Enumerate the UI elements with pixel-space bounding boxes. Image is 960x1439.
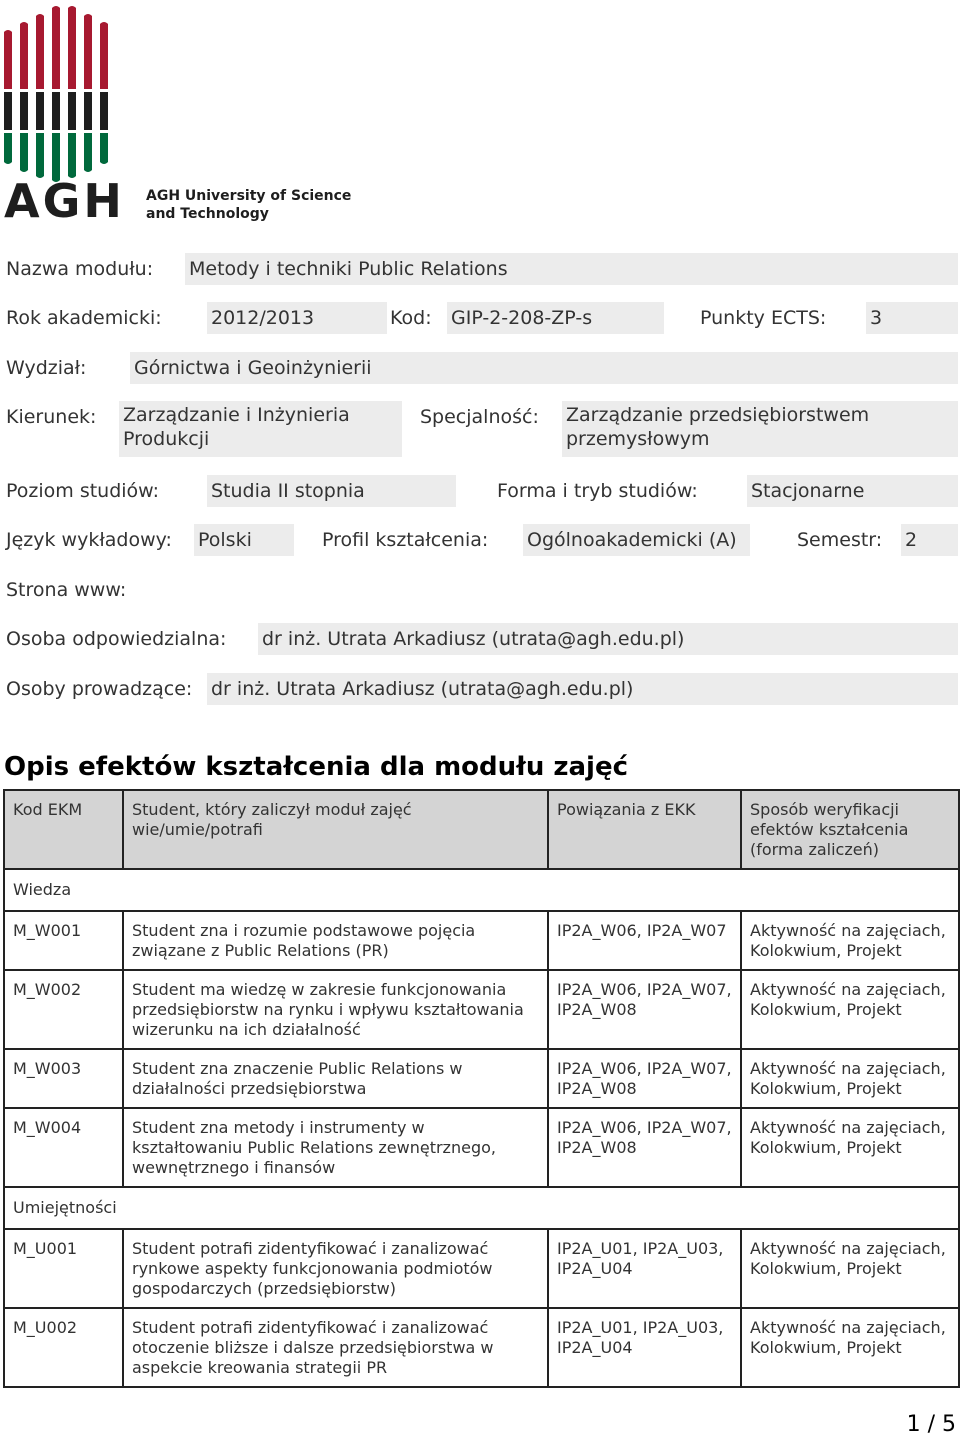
ekk-table — [3, 789, 960, 1388]
forma-label: Forma i tryb studiów: — [497, 480, 698, 502]
cell-desc: Student zna metody i instrumenty w kształtowaniu Public Relations zewnętrznego, wewnętrznego i finansów — [123, 1108, 548, 1187]
specjalnosc-label: Specjalność: — [420, 406, 539, 428]
cell-verify: Aktywność na zajęciach, Kolokwium, Projekt — [741, 1308, 959, 1387]
cell-verify: Aktywność na zajęciach, Kolokwium, Projekt — [741, 1049, 959, 1108]
cell-verify: Aktywność na zajęciach, Kolokwium, Projekt — [741, 1108, 959, 1187]
table-row — [4, 970, 959, 1049]
kierunek-label: Kierunek: — [6, 406, 97, 428]
row-nazwa — [0, 253, 960, 285]
header-ekk: Powiązania z EKK — [548, 790, 741, 869]
cell-desc: Student ma wiedzę w zakresie funkcjonowania przedsiębiorstw na rynku i wpływu kształtowania wizerunku na ich działalność — [123, 970, 548, 1049]
cell-desc: Student potrafi zidentyfikować i zanalizować otoczenie bliższe i dalsze przedsiębiorstwa w aspekcie kreowania strategii PR — [123, 1308, 548, 1387]
cell-ekk: IP2A_U01, IP2A_U03, IP2A_U04 — [548, 1308, 741, 1387]
page-number: 1 / 5 — [906, 1412, 956, 1437]
row-www — [0, 574, 960, 606]
kod-value: GIP-2-208-ZP-s — [447, 302, 664, 334]
row-jezyk — [0, 524, 960, 556]
cell-desc: Student potrafi zidentyfikować i zanalizować rynkowe aspekty funkcjonowania podmiotów gospodarczych (przedsiębiorstw) — [123, 1229, 548, 1308]
kod-label: Kod: — [390, 307, 432, 329]
wydzial-label: Wydział: — [6, 357, 87, 379]
semestr-value: 2 — [901, 524, 958, 556]
odpowiedzialna-label: Osoba odpowiedzialna: — [6, 628, 227, 650]
nazwa-value: Metody i techniki Public Relations — [185, 253, 958, 285]
logo-red-bars — [4, 6, 108, 89]
rok-value: 2012/2013 — [207, 302, 387, 334]
header-kod: Kod EKM — [4, 790, 123, 869]
nazwa-label: Nazwa modułu: — [6, 258, 154, 280]
specjalnosc-value: Zarządzanie przedsiębiorstwem przemysłowym — [562, 401, 958, 457]
table-row — [4, 1229, 959, 1308]
row-prowadzace — [0, 673, 960, 705]
cell-ekk: IP2A_W06, IP2A_W07, IP2A_W08 — [548, 1049, 741, 1108]
jezyk-value: Polski — [194, 524, 294, 556]
poziom-value: Studia II stopnia — [207, 475, 456, 507]
cell-code: M_W003 — [4, 1049, 123, 1108]
cell-ekk: IP2A_W06, IP2A_W07 — [548, 911, 741, 970]
ects-label: Punkty ECTS: — [700, 307, 827, 329]
cell-code: M_W002 — [4, 970, 123, 1049]
table-row — [4, 1108, 959, 1187]
section-title: Opis efektów kształcenia dla modułu zajęć — [4, 752, 629, 782]
table-row — [4, 1308, 959, 1387]
cell-code: M_U002 — [4, 1308, 123, 1387]
cell-code: M_W001 — [4, 911, 123, 970]
kierunek-value: Zarządzanie i Inżynieria Produkcji — [119, 401, 402, 457]
table-row — [4, 911, 959, 970]
profil-value: Ogólnoakademicki (A) — [523, 524, 750, 556]
prowadzace-value: dr inż. Utrata Arkadiusz (utrata@agh.edu.pl) — [207, 673, 958, 705]
logo-line1-text: AGH University of Science — [146, 188, 352, 204]
cell-desc: Student zna znaczenie Public Relations w działalności przedsiębiorstwa — [123, 1049, 548, 1108]
ects-value: 3 — [866, 302, 958, 334]
header-weryfikacja: Sposób weryfikacji efektów kształcenia (forma zaliczeń) — [741, 790, 959, 869]
cell-code: M_W004 — [4, 1108, 123, 1187]
section-label: Umiejętności — [4, 1187, 959, 1229]
wydzial-value: Górnictwa i Geoinżynierii — [130, 352, 958, 384]
row-poziom — [0, 475, 960, 507]
poziom-label: Poziom studiów: — [6, 480, 160, 502]
jezyk-label: Język wykładowy: — [6, 529, 172, 551]
agh-logo — [4, 4, 364, 224]
odpowiedzialna-value: dr inż. Utrata Arkadiusz (utrata@agh.edu.pl) — [258, 623, 958, 655]
cell-ekk: IP2A_W06, IP2A_W07, IP2A_W08 — [548, 970, 741, 1049]
row-kierunek — [0, 401, 960, 457]
cell-code: M_U001 — [4, 1229, 123, 1308]
row-rok — [0, 302, 960, 334]
section-row-umiejetnosci — [4, 1187, 959, 1229]
logo-line2-text: and Technology — [146, 206, 269, 222]
forma-value: Stacjonarne — [747, 475, 958, 507]
www-label: Strona www: — [6, 579, 127, 601]
cell-ekk: IP2A_W06, IP2A_W07, IP2A_W08 — [548, 1108, 741, 1187]
logo-black-bars — [4, 92, 108, 130]
row-odpowiedzialna — [0, 623, 960, 655]
row-wydzial — [0, 352, 960, 384]
section-row-wiedza — [4, 869, 959, 911]
profil-label: Profil kształcenia: — [322, 529, 489, 551]
header-student: Student, który zaliczył moduł zajęć wie/umie/potrafi — [123, 790, 548, 869]
semestr-label: Semestr: — [797, 529, 883, 551]
rok-label: Rok akademicki: — [6, 307, 162, 329]
cell-desc: Student zna i rozumie podstawowe pojęcia związane z Public Relations (PR) — [123, 911, 548, 970]
table-header-row — [4, 790, 959, 869]
table-row — [4, 1049, 959, 1108]
logo-mark-text: AGH — [4, 174, 125, 224]
cell-verify: Aktywność na zajęciach, Kolokwium, Projekt — [741, 970, 959, 1049]
cell-verify: Aktywność na zajęciach, Kolokwium, Projekt — [741, 1229, 959, 1308]
cell-ekk: IP2A_U01, IP2A_U03, IP2A_U04 — [548, 1229, 741, 1308]
section-label: Wiedza — [4, 869, 959, 911]
cell-verify: Aktywność na zajęciach, Kolokwium, Projekt — [741, 911, 959, 970]
prowadzace-label: Osoby prowadzące: — [6, 678, 193, 700]
